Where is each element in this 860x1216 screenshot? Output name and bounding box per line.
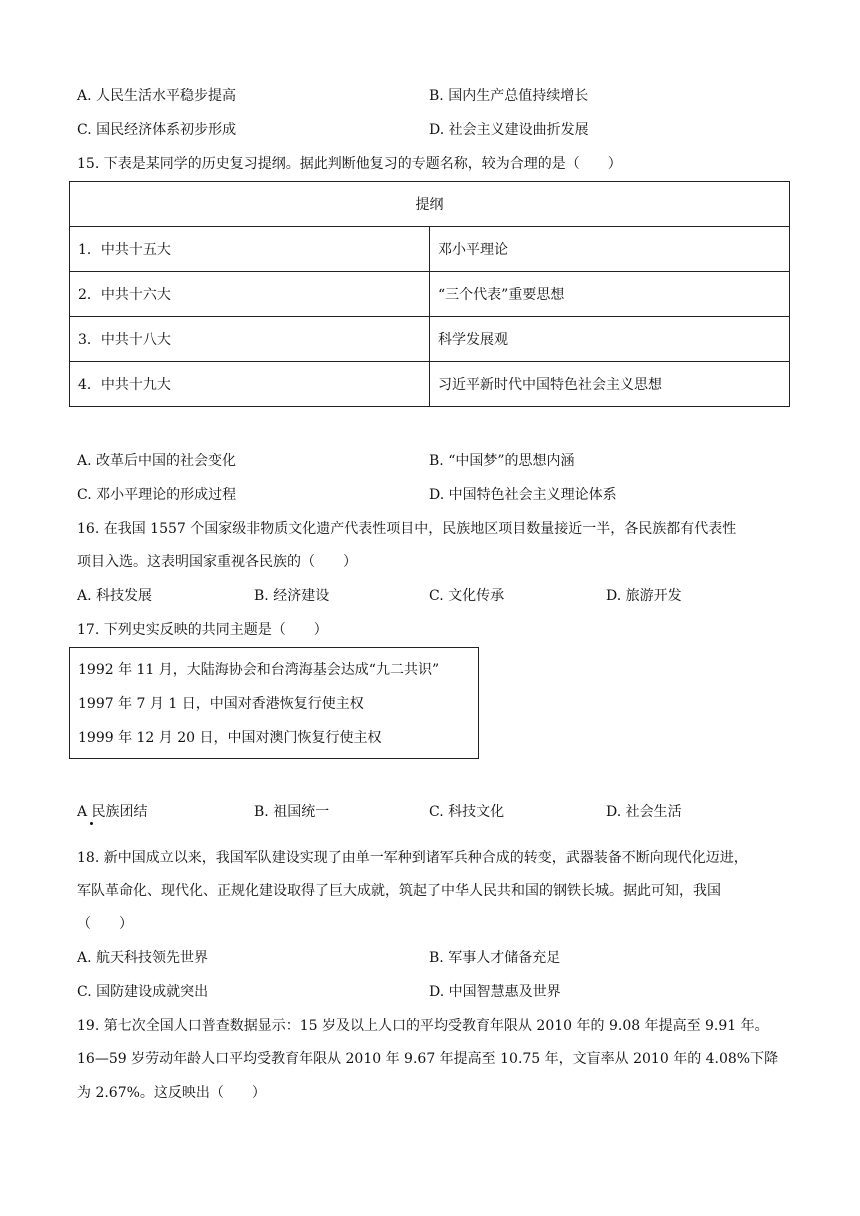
table-row (70, 362, 790, 407)
q17-facts-box (69, 647, 479, 759)
q17-fact-1: 1992 年 11 月，大陆海协会和台湾海基会达成“九二共识” (78, 662, 440, 678)
q18-option-d: D. 中国智慧惠及世界 (429, 984, 561, 1000)
q15-option-d: D. 中国特色社会主义理论体系 (429, 487, 617, 503)
q19-stem-line-3: 为 2.67%。这反映出（ ） (77, 1085, 266, 1101)
q18-option-a: A. 航天科技领先世界 (77, 950, 209, 966)
q17-option-d: D. 社会生活 (606, 804, 682, 820)
table-row (70, 227, 790, 272)
q15-option-c: C. 邓小平理论的形成过程 (77, 487, 237, 503)
q16-option-d: D. 旅游开发 (606, 588, 682, 604)
table-cell: 邓小平理论 (430, 227, 790, 272)
q18-stem-line-3: （ ） (77, 916, 133, 932)
table-cell: 习近平新时代中国特色社会主义思想 (430, 362, 790, 407)
table-cell: 2．中共十六大 (70, 272, 430, 317)
q18-option-c: C. 国防建设成就突出 (77, 984, 209, 1000)
q15-option-a: A. 改革后中国的社会变化 (77, 453, 237, 469)
q14-option-d: D. 社会主义建设曲折发展 (429, 122, 589, 138)
q14-option-b: B. 国内生产总值持续增长 (429, 88, 589, 104)
q17-fact-3: 1999 年 12 月 20 日，中国对澳门恢复行使主权 (78, 730, 382, 746)
q17-fact-2: 1997 年 7 月 1 日，中国对香港恢复行使主权 (78, 696, 364, 712)
q18-stem-line-1: 18. 新中国成立以来，我国军队建设实现了由单一军种到诸军兵种合成的转变，武器装备不断向现代化迈进， (77, 850, 748, 866)
q16-stem-line-1: 16. 在我国 1557 个国家级非物质文化遗产代表性项目中，民族地区项目数量接近一半，各民族都有代表性 (77, 521, 737, 537)
q17-option-a: A 民族团结 (77, 804, 148, 820)
q16-option-b: B. 经济建设 (254, 588, 330, 604)
underdot-mark (90, 822, 93, 825)
q18-option-b: B. 军事人才储备充足 (429, 950, 561, 966)
table-cell: 科学发展观 (430, 317, 790, 362)
q14-option-a: A. 人民生活水平稳步提高 (77, 88, 237, 104)
q16-option-c: C. 文化传承 (429, 588, 505, 604)
q15-stem: 15. 下表是某同学的历史复习提纲。据此判断他复习的专题名称，较为合理的是（ ） (77, 156, 622, 172)
q16-stem-line-2: 项目入选。这表明国家重视各民族的（ ） (77, 554, 357, 570)
q14-option-c: C. 国民经济体系初步形成 (77, 122, 237, 138)
table-cell: 4．中共十九大 (70, 362, 430, 407)
table-cell: “三个代表”重要思想 (430, 272, 790, 317)
table-row (70, 317, 790, 362)
q19-stem-line-1: 19. 第七次全国人口普查数据显示：15 岁及以上人口的平均受教育年限从 2010 年的 9.08 年提高至 9.91 年。 (77, 1018, 769, 1034)
table-row (70, 272, 790, 317)
table-cell: 3．中共十八大 (70, 317, 430, 362)
outline-table-header: 提纲 (70, 182, 790, 227)
q15-option-b: B. “中国梦”的思想内涵 (429, 453, 575, 469)
q17-stem: 17. 下列史实反映的共同主题是（ ） (77, 622, 328, 638)
table-cell: 1．中共十五大 (70, 227, 430, 272)
q18-stem-line-2: 军队革命化、现代化、正规化建设取得了巨大成就，筑起了中华人民共和国的钢铁长城。据此可知，我国 (77, 883, 721, 899)
outline-table (69, 181, 790, 407)
q17-option-b: B. 祖国统一 (254, 804, 330, 820)
q17-option-c: C. 科技文化 (429, 804, 505, 820)
q19-stem-line-2: 16—59 岁劳动年龄人口平均受教育年限从 2010 年 9.67 年提高至 10.75 年，文盲率从 2010 年的 4.08%下降 (77, 1051, 779, 1067)
q16-option-a: A. 科技发展 (77, 588, 153, 604)
